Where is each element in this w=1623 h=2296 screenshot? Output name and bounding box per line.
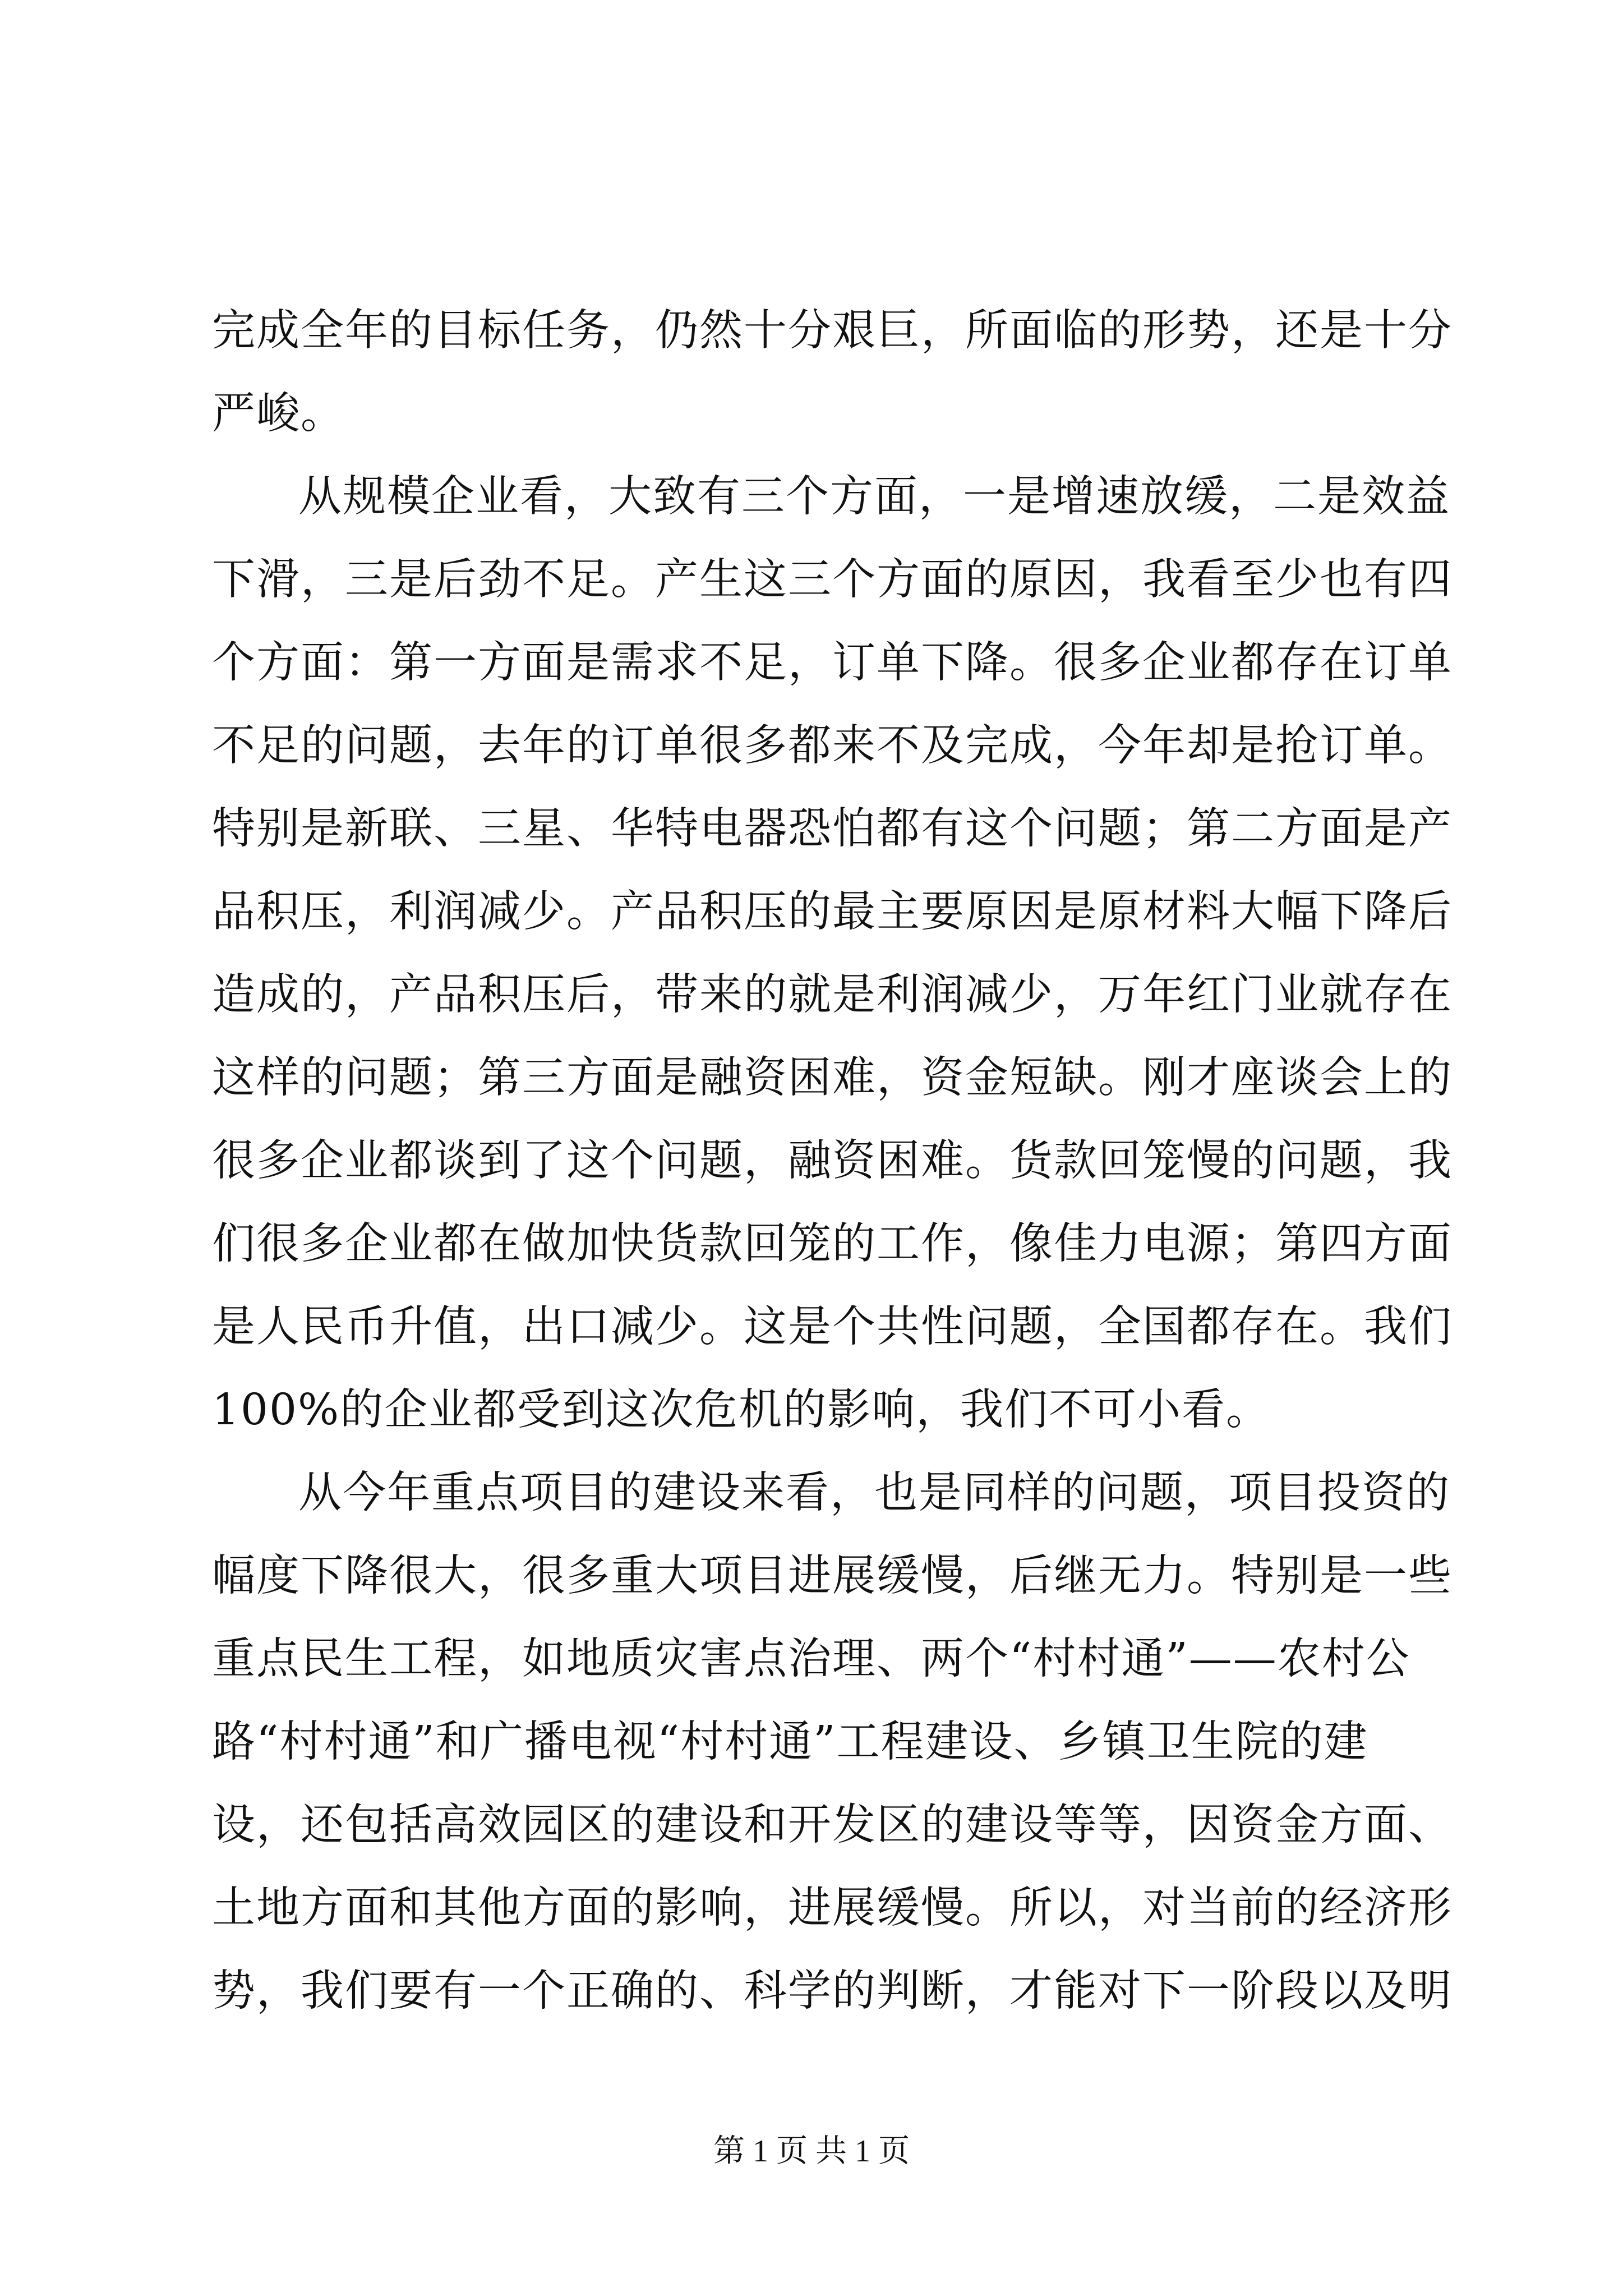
text-line: 这样的问题；第三方面是融资困难，资金短缺。刚才座谈会上的 [212, 1053, 1453, 1103]
text-line: 路“村村通”和广播电视“村村通”工程建设、乡镇卫生院的建 [212, 1717, 1368, 1767]
text-line: 们很多企业都在做加快货款回笼的工作，像佳力电源；第四方面 [212, 1219, 1453, 1269]
text-line: 是人民币升值，出口减少。这是个共性问题，全国都存在。我们 [212, 1302, 1453, 1352]
text-line: 个方面：第一方面是需求不足，订单下降。很多企业都存在订单 [212, 638, 1453, 688]
text-line: 造成的，产品积压后，带来的就是利润减少，万年红门业就存在 [212, 970, 1453, 1020]
text-line: 特别是新联、三星、华特电器恐怕都有这个问题；第二方面是产 [212, 804, 1453, 854]
text-line: 重点民生工程，如地质灾害点治理、两个“村村通”——农村公 [212, 1634, 1410, 1684]
text-line: 下滑，三是后劲不足。产生这三个方面的原因，我看至少也有四 [212, 555, 1453, 605]
text-line: 很多企业都谈到了这个问题，融资困难。货款回笼慢的问题，我 [212, 1136, 1453, 1186]
text-line: 100%的企业都受到这次危机的影响，我们不可小看。 [212, 1385, 1271, 1435]
page-number-footer: 第 1 页 共 1 页 [713, 2134, 910, 2169]
text-line: 完成全年的目标任务，仍然十分艰巨，所面临的形势，还是十分 [212, 306, 1453, 356]
text-line: 品积压，利润减少。产品积压的最主要原因是原材料大幅下降后 [212, 887, 1453, 937]
text-line: 设，还包括高效园区的建设和开发区的建设等等，因资金方面、 [212, 1800, 1453, 1850]
text-line: 严峻。 [212, 389, 345, 439]
paragraph-start-line: 从今年重点项目的建设来看，也是同样的问题，项目投资的 [298, 1468, 1450, 1518]
text-line: 势，我们要有一个正确的、科学的判断，才能对下一阶段以及明 [212, 1966, 1453, 2016]
text-line: 幅度下降很大，很多重大项目进展缓慢，后继无力。特别是一些 [212, 1551, 1453, 1601]
text-line: 不足的问题，去年的订单很多都来不及完成，今年却是抢订单。 [212, 721, 1453, 771]
text-line: 土地方面和其他方面的影响，进展缓慢。所以，对当前的经济形 [212, 1883, 1453, 1933]
paragraph-start-line: 从规模企业看，大致有三个方面，一是增速放缓，二是效益 [298, 472, 1450, 522]
